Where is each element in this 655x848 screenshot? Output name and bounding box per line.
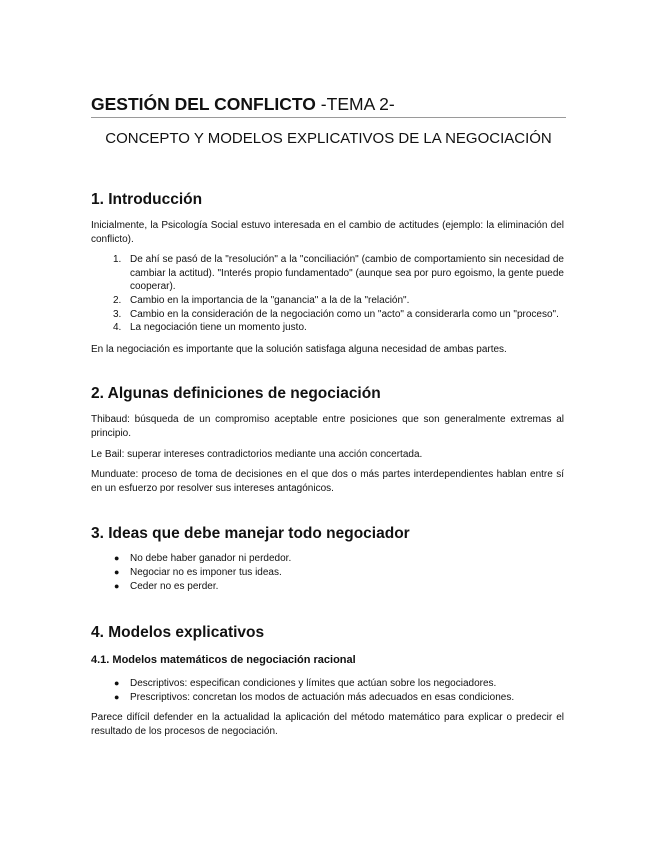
bullet-icon: ● (114, 678, 120, 689)
section-4-list (91, 677, 564, 704)
title-divider (91, 117, 566, 118)
list-text: La negociación tiene un momento justo. (130, 322, 307, 334)
list-text: De ahí se pasó de la "resolución" a la "conciliación" (cambio de comportamiento sin necesidad de cambiar la actitud). "Interés propio fundamentado" (aunque sea por puro egoismo, la gente puede cooperar). (130, 254, 564, 293)
section-1-closing: En la negociación es importante que la solución satisfaga alguna necesidad de ambas partes. (91, 343, 507, 355)
list-text: Prescriptivos: concretan los modos de actuación más adecuados en esas condiciones. (130, 691, 515, 703)
list-text: Cambio en la importancia de la "ganancia" a la de la "relación". (130, 294, 410, 306)
list-item (91, 321, 564, 335)
list-item (91, 691, 564, 705)
list-text: Ceder no es perder. (130, 580, 219, 592)
bullet-icon: ● (114, 566, 120, 577)
page-title (91, 92, 565, 116)
section-3-heading: 3. Ideas que debe manejar todo negociador (91, 525, 410, 543)
list-item (91, 308, 564, 322)
bullet-icon: ● (114, 553, 120, 564)
list-text: No debe haber ganador ni perdedor. (130, 553, 292, 565)
definition-le-bail: Le Bail: superar intereses contradictorios mediante una acción concertada. (91, 448, 423, 460)
list-number: 2. (113, 294, 122, 306)
list-text: Negociar no es imponer tus ideas. (130, 566, 282, 578)
section-4-closing: Parece difícil defender en la actualidad la aplicación del método matemático para explicar o predecir el resultado de los procesos de negociación. (91, 712, 564, 737)
list-number: 3. (113, 308, 122, 320)
bullet-icon: ● (114, 691, 120, 702)
section-1-heading: 1. Introducción (91, 191, 203, 208)
section-4-heading: 4. Modelos explicativos (91, 624, 265, 642)
definition-munduate: Munduate: proceso de toma de decisiones en el que dos o más partes interdependientes hablan entre sí en un esfuerzo por resolver sus intereses antagónicos. (91, 469, 564, 494)
list-item (91, 580, 564, 594)
document-subtitle: CONCEPTO Y MODELOS EXPLICATIVOS DE LA NEGOCIACIÓN (105, 130, 552, 147)
bullet-icon: ● (114, 580, 120, 591)
list-number: 4. (113, 322, 122, 334)
section-3-list (91, 552, 564, 593)
title-suffix: -TEMA 2- (320, 94, 395, 114)
list-item (91, 566, 564, 580)
section-2-heading: 2. Algunas definiciones de negociación (91, 385, 381, 403)
list-text: Descriptivos: especifican condiciones y límites que actúan sobre los negociadores. (130, 678, 497, 690)
list-item (91, 294, 564, 308)
list-item (91, 253, 564, 294)
list-item (91, 677, 564, 691)
section-4-1-heading: 4.1. Modelos matemáticos de negociación racional (91, 654, 356, 667)
section-1-intro: Inicialmente, la Psicología Social estuvo interesada en el cambio de actitudes (ejemplo: la eliminación del conflicto). (91, 220, 564, 245)
definition-thibaud: Thibaud: búsqueda de un compromiso aceptable entre posiciones que son generalmente extremas al principio. (91, 414, 564, 439)
list-text: Cambio en la consideración de la negociación como un "acto" a considerarla como un "proceso". (130, 308, 559, 320)
list-number: 1. (113, 254, 122, 266)
section-1-list (91, 253, 564, 335)
title-bold: GESTIÓN DEL CONFLICTO (91, 94, 316, 114)
list-item (91, 552, 564, 566)
